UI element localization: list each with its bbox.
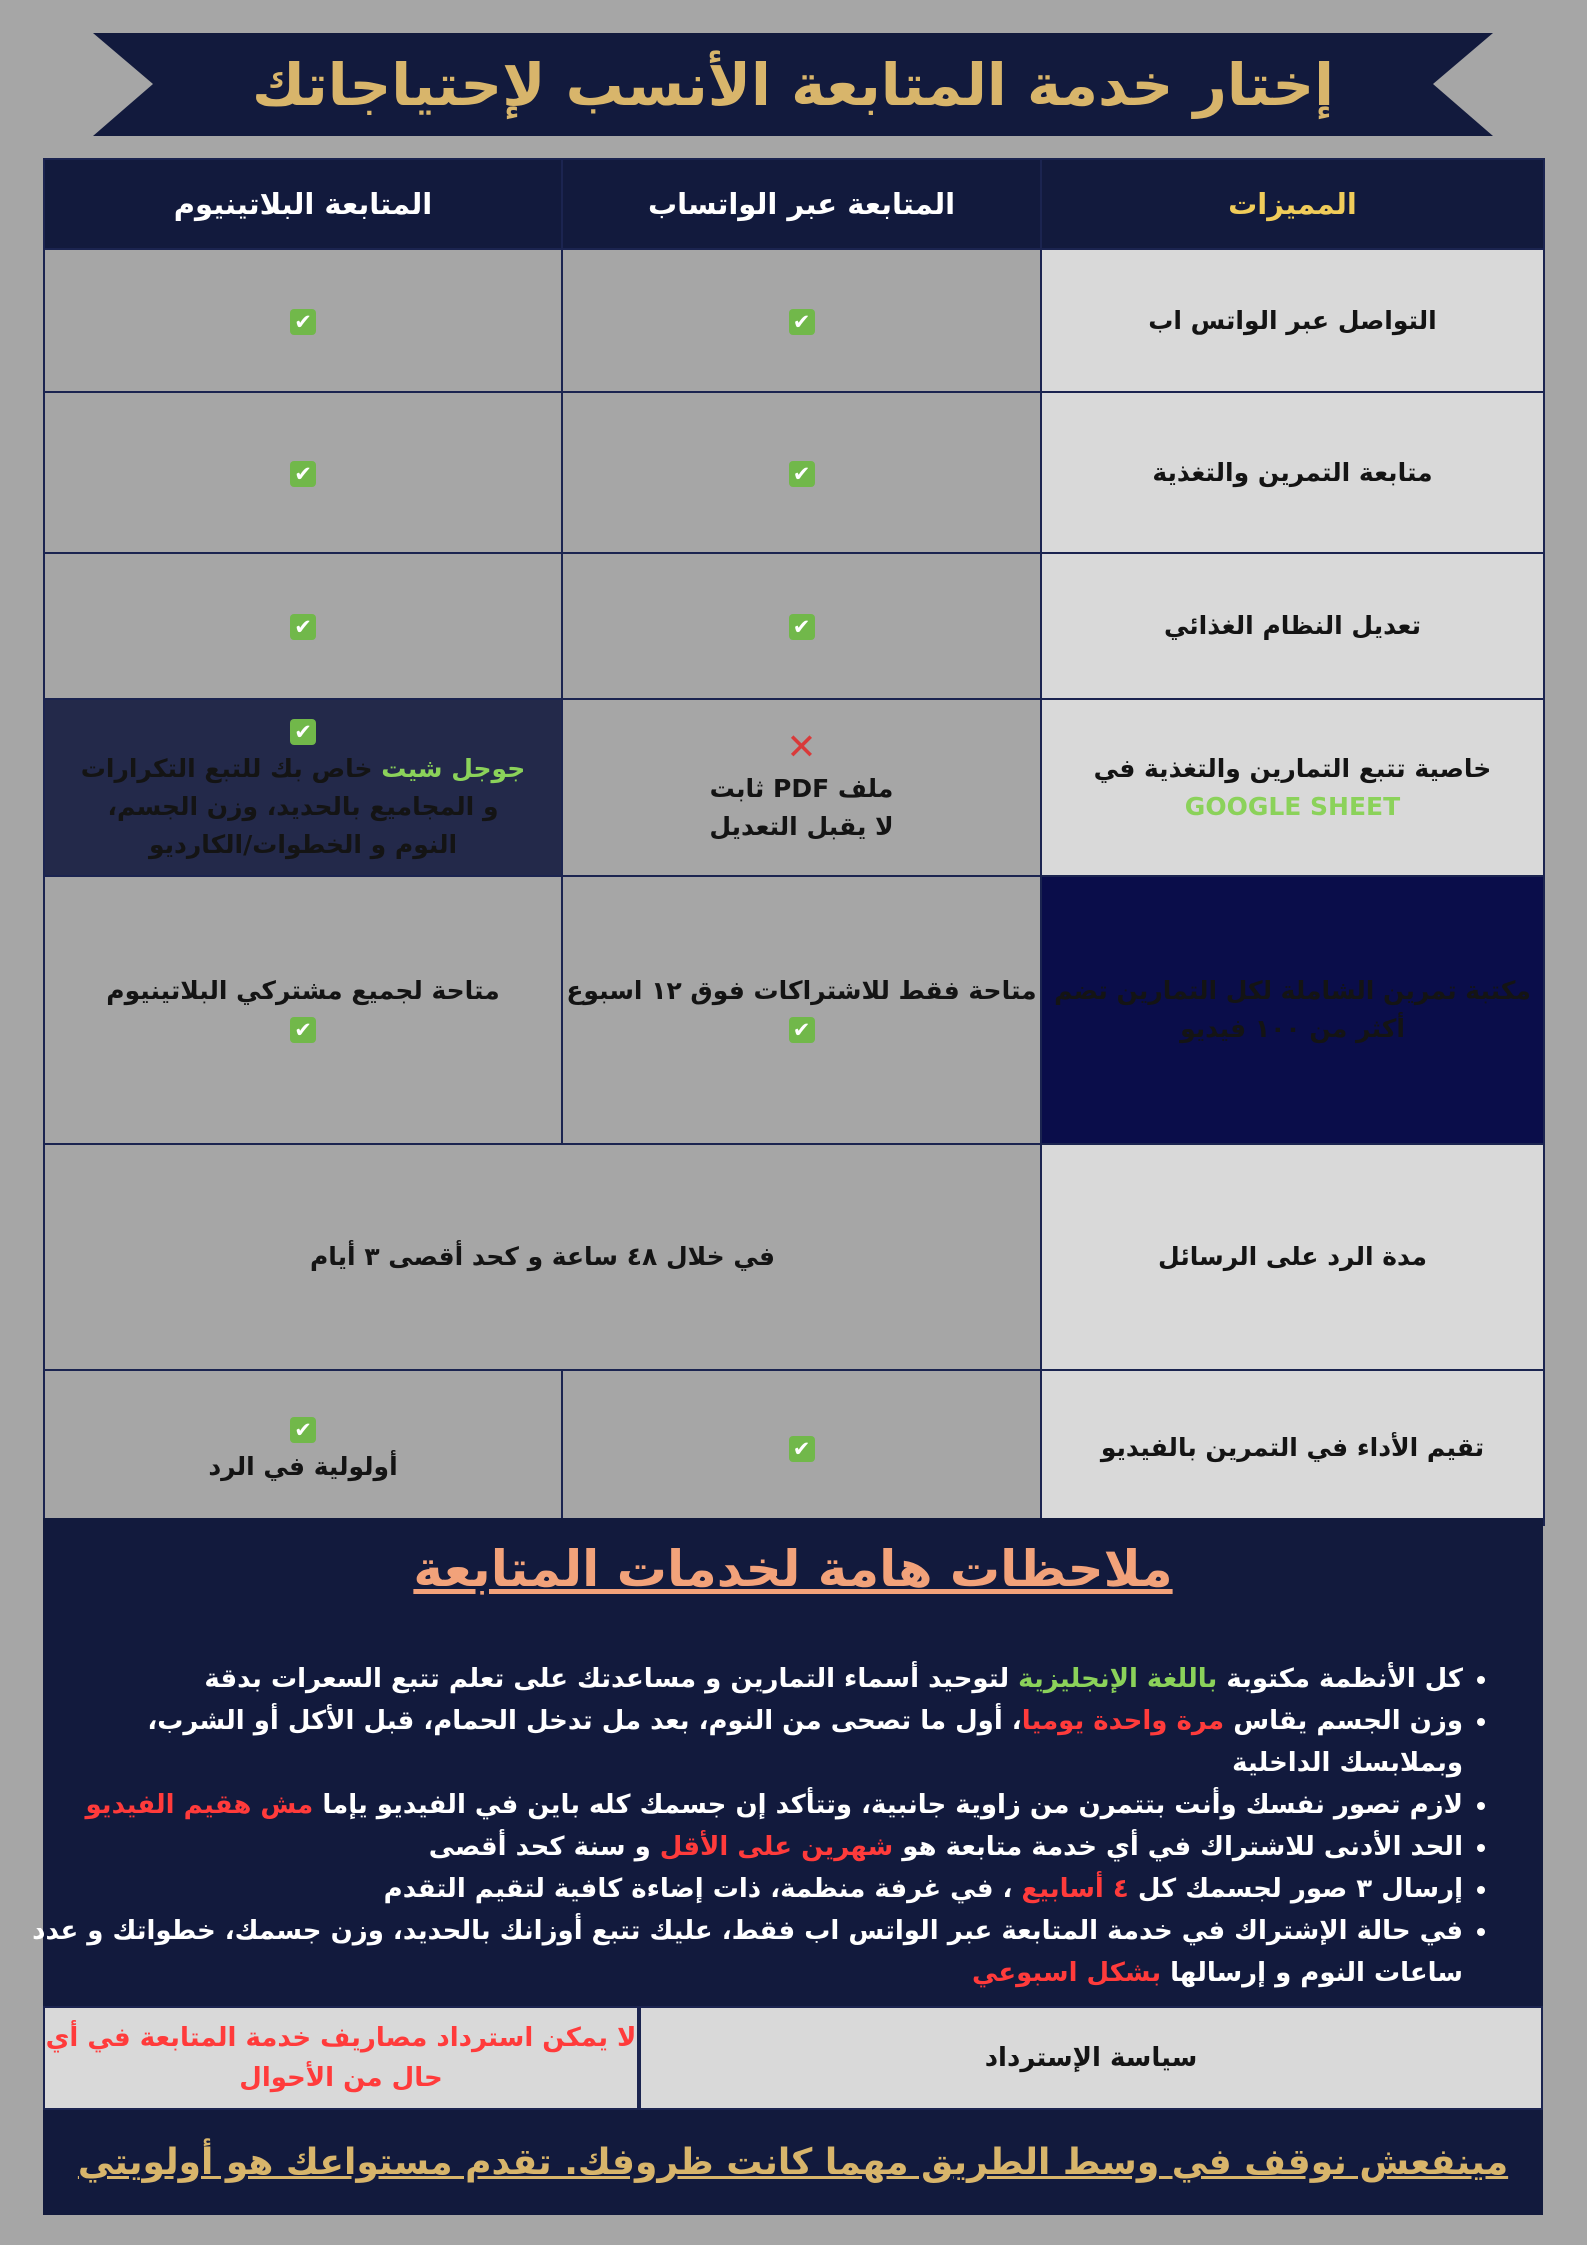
platinum-cell: [44, 392, 562, 553]
note-text: ، أول ما تصحى من النوم، بعد مل تدخل الحمام، قبل الأكل أو الشرب، وبملابسك الداخلية: [147, 1706, 1463, 1778]
header-features: المميزات: [1041, 159, 1544, 249]
refund-policy-text: لا يمكن استرداد مصاريف خدمة المتابعة في أي حال من الأحوال: [43, 2006, 639, 2110]
header-platinum: المتابعة البلاتينيوم: [44, 159, 562, 249]
library-platinum-text: متاحة لجميع مشتركي البلاتينيوم: [106, 976, 500, 1005]
table-row: [44, 392, 1544, 553]
list-item: [23, 1700, 1463, 1784]
platinum-cell: [44, 699, 562, 876]
check-icon: ✔: [789, 461, 815, 487]
whatsapp-cell: [562, 392, 1041, 553]
check-icon: ✔: [290, 719, 316, 745]
feature-reply-time: مدة الرد على الرسائل: [1041, 1144, 1544, 1370]
footer-slogan: مينفعش نوقف في وسط الطريق مهما كانت ظروفك. تقدم مستواعك هو أولويتي: [77, 2142, 1509, 2183]
comparison-table: [43, 158, 1545, 1526]
platinum-cell: [44, 553, 562, 699]
refund-policy-row: [43, 2006, 1543, 2110]
whatsapp-cell: [562, 553, 1041, 699]
check-icon: ✔: [290, 1017, 316, 1043]
list-item: [23, 1658, 1463, 1700]
note-text: ، في غرفة منظمة، ذات إضاءة كافية لتقيم التقدم: [383, 1874, 1022, 1904]
feature-whatsapp-contact: التواصل عبر الواتس اب: [1041, 249, 1544, 392]
table-row: [44, 1144, 1544, 1370]
table-row: [44, 876, 1544, 1144]
notes-section: [32, 1518, 1543, 2006]
whatsapp-cell: [562, 249, 1041, 392]
list-item: [23, 1826, 1463, 1868]
table-header-row: [44, 159, 1544, 249]
note-text: كل الأنظمة مكتوبة: [1217, 1664, 1463, 1694]
feature-tracking-label: خاصية تتبع التمارين والتغذية في: [1093, 753, 1492, 783]
feature-diet-edit: تعديل النظام الغذائي: [1041, 553, 1544, 699]
feature-video-review: تقيم الأداء في التمرين بالفيديو: [1041, 1370, 1544, 1525]
priority-reply-text: أولولية في الرد: [208, 1451, 398, 1481]
reply-time-value: في خلال ٤٨ ساعة و كحد أقصى ٣ أيام: [44, 1144, 1041, 1370]
table-row: [44, 699, 1544, 876]
list-item: [23, 1784, 1463, 1826]
whatsapp-cell: [562, 699, 1041, 876]
list-item: [23, 1868, 1463, 1910]
note-text: في حالة الإشتراك في خدمة المتابعة عبر الواتس اب فقط، عليك تتبع أوزانك بالحديد، وزن جسمك، خطواتك و عدد ساعات النوم و إرسالها: [32, 1916, 1463, 1988]
whatsapp-cell: [562, 876, 1041, 1144]
note-text: لتوحيد أسماء التمارين و مساعدتك على تعلم تتبع السعرات بدقة: [204, 1664, 1019, 1694]
note-highlight: بشكل اسبوعي: [972, 1958, 1162, 1988]
platinum-tracking-text: خاص بك للتبع التكرارات و المجاميع بالحديد، وزن الجسم، النوم و الخطوات/الكارديو: [80, 753, 499, 859]
pdf-file-label: ملف PDF ثابت: [709, 773, 894, 803]
refund-policy-label: سياسة الإسترداد: [639, 2006, 1543, 2110]
header-whatsapp: المتابعة عبر الواتساب: [562, 159, 1041, 249]
note-text: و سنة كحد أقصى: [428, 1832, 660, 1862]
check-icon: ✔: [789, 614, 815, 640]
feature-tracking: [1041, 699, 1544, 876]
note-text: وزن الجسم يقاس: [1224, 1706, 1463, 1736]
comparison-sheet: [32, 158, 1543, 2215]
check-icon: ✔: [290, 1417, 316, 1443]
check-icon: ✔: [789, 1436, 815, 1462]
table-row: [44, 249, 1544, 392]
feature-library: مكتبة تمرين الشاملة لكل التمارين تضم أكثر من ١٠٠ فيديو: [1041, 876, 1544, 1144]
check-icon: ✔: [789, 309, 815, 335]
notes-title: ملاحظات هامة لخدمات المتابعة: [413, 1540, 1173, 1598]
cross-icon: ✕: [786, 726, 817, 768]
note-highlight: مرة واحدة يوميا: [1021, 1706, 1225, 1736]
list-item: [23, 1910, 1463, 1994]
note-text: إرسال ٣ صور لجسمك كل: [1128, 1874, 1463, 1904]
feature-training-nutrition: متابعة التمرين والتغذية: [1041, 392, 1544, 553]
whatsapp-cell: [562, 1370, 1041, 1525]
notes-list: [23, 1658, 1491, 1994]
note-highlight: ٤ أسابيع: [1021, 1874, 1129, 1904]
title-banner: [93, 33, 1493, 136]
pdf-no-edit-label: لا يقبل التعديل: [709, 811, 894, 841]
table-row: [44, 1370, 1544, 1525]
platinum-cell: [44, 1370, 562, 1525]
google-sheet-accent: جوجل شيت: [381, 753, 526, 783]
check-icon: ✔: [290, 614, 316, 640]
google-sheet-label: GOOGLE SHEET: [1184, 791, 1401, 821]
note-highlight: باللغة الإنجليزية: [1018, 1664, 1218, 1694]
note-text: الحد الأدنى للاشتراك في أي خدمة متابعة هو: [893, 1832, 1463, 1862]
note-highlight: شهرين على الأقل: [659, 1832, 894, 1862]
platinum-cell: [44, 876, 562, 1144]
page-title: إختار خدمة المتابعة الأنسب لإحتياجاتك: [251, 50, 1335, 119]
note-highlight: مش هقيم الفيديو: [85, 1790, 314, 1820]
platinum-cell: [44, 249, 562, 392]
check-icon: ✔: [290, 309, 316, 335]
library-whatsapp-text: متاحة فقط للاشتراكات فوق ١٢ اسبوع: [566, 976, 1037, 1005]
check-icon: ✔: [290, 461, 316, 487]
check-icon: ✔: [789, 1017, 815, 1043]
table-row: [44, 553, 1544, 699]
note-text: لازم تصور نفسك وأنت بتتمرن من زاوية جانبية، وتتأكد إن جسمك كله باين في الفيديو يإما: [313, 1790, 1463, 1820]
